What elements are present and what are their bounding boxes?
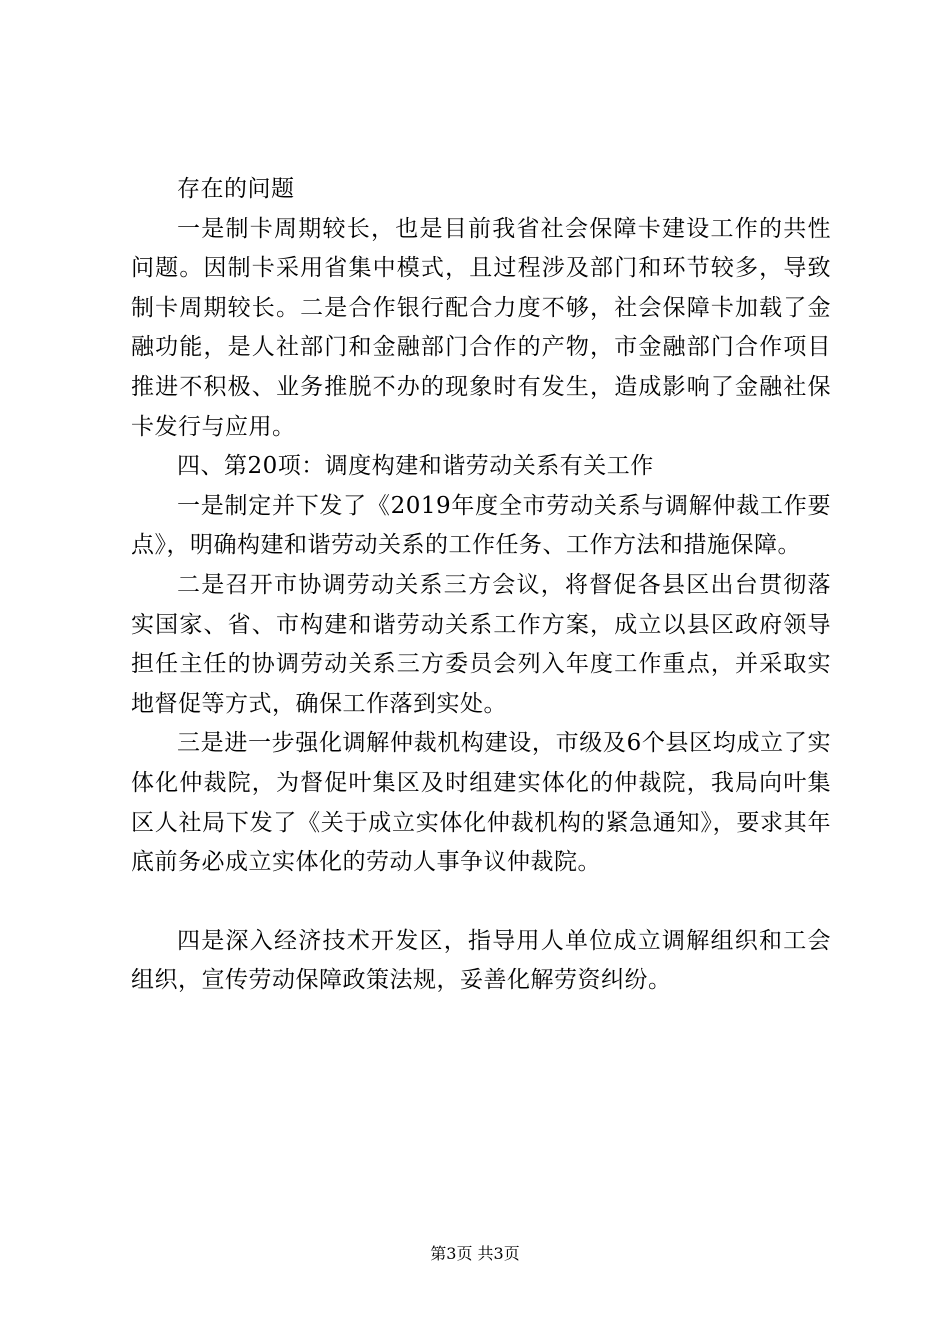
paragraph-point-2: 二是召开市协调劳动关系三方会议，将督促各县区出台贯彻落实国家、省、市构建和谐劳动关系工作方案，成立以县区政府领导担任主任的协调劳动关系三方委员会列入年度工作重点，并采取实地督促等方式，确保工作落到实处。 [131, 571, 831, 717]
paragraph-spacer [131, 883, 831, 922]
paragraph-heading-item-20: 四、第20项：调度构建和谐劳动关系有关工作 [177, 453, 654, 480]
paragraph-point-3: 三是进一步强化调解仲裁机构建设，市级及6个县区均成立了实体化仲裁院，为督促叶集区及时组建实体化的仲裁院，我局向叶集区人社局下发了《关于成立实体化仲裁机构的紧急通知》，要求其年底前务必成立实体化的劳动人事争议仲裁院。 [131, 730, 831, 876]
paragraph-problems-detail: 一是制卡周期较长，也是目前我省社会保障卡建设工作的共性问题。因制卡采用省集中模式，且过程涉及部门和环节较多，导致制卡周期较长。二是合作银行配合力度不够，社会保障卡加载了金融功能，是人社部门和金融部门合作的产物，市金融部门合作项目推进不积极、业务推脱不办的现象时有发生，造成影响了金融社保卡发行与应用。 [131, 215, 831, 440]
page-number-footer: 第3页 共3页 [430, 1244, 520, 1263]
paragraph-point-1: 一是制定并下发了《2019年度全市劳动关系与调解仲裁工作要点》，明确构建和谐劳动关系的工作任务、工作方法和措施保障。 [131, 492, 831, 559]
paragraph-heading-problems: 存在的问题 [177, 176, 295, 202]
paragraph-point-4: 四是深入经济技术开发区，指导用人单位成立调解组织和工会组织，宣传劳动保障政策法规，妥善化解劳资纠纷。 [131, 927, 831, 994]
document-body [131, 170, 831, 1001]
